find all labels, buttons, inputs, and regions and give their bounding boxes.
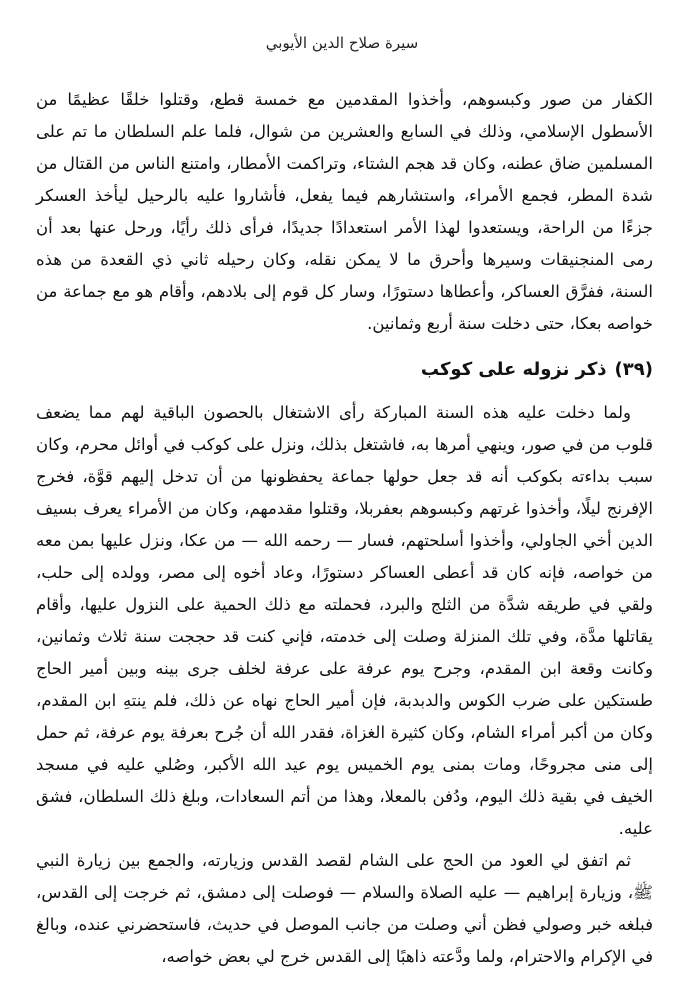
body-text: [36, 84, 653, 973]
paragraph: ثم اتفق لي العود من الحج على الشام لقصد القدس وزيارته، والجمع بين زيارة النبي ﷺ، وزيارة إبراهيم — عليه الصلاة والسلام — فوصلت إلى دمشق، ثم خرجت إلى القدس، فبلغه خبر وصولي فظن أني وصلت من جانب الموصل في حديث، فاستحضرني عنده، وبالغ في الإكرام والاحترام، ولما ودَّعته ذاهبًا إلى القدس خرج لي بعض خواصه،: [36, 851, 653, 966]
running-header: سيرة صلاح الدين الأيوبي: [265, 34, 419, 52]
paragraph: ولما دخلت عليه هذه السنة المباركة رأى الاشتغال بالحصون الباقية لهم مما يضعف قلوب من في صور، وينهي أمرها به، فاشتغل بذلك، ونزل على كوكب في أوائل محرم، وكان سبب بداءته بكوكب أنه قد جعل حولها جماعة يحفظونها من أن تدخل إليهم قوَّة، فخرج الإفرنج ليلًا، وأخذوا غرتهم وكبسوهم بعفربلا، وقتلوا مقدمهم، وكان من الأمراء يعرف بسيف الدين أخي الجاولي، وأخذوا أسلحتهم، فسار — رحمه الله — من عكا، ونزل عليها بمن معه من خواصه، فإنه كان قد أعطى العساكر دستورًا، وعاد أخوه إلى مصر، وولده إلى حلب، ولقي في طريقه شدَّة من الثلج والبرد، فحملته مع ذلك الحمية على النزول عليها، وأقام يقاتلها مدَّة، وفي تلك المنزلة وصلت إلى خدمته، فإني كنت قد حججت سنة ثلاث وثمانين، وكانت وقعة ابن المقدم، وجرح يوم عرفة على عرفة لخلف جرى بينه وبين أمير الحاج طستكين على ضرب الكوس والدبدبة، فإن أمير الحاج نهاه عن ذلك، فلم ينتهِ ابن المقدم، وكان من أكبر أمراء الشام، وكان كثيرة الغزاة، فقدر الله أن جُرح بعرفة يوم عرفة، ثم حمل إلى منى مجروحًا، ومات بمنى يوم الخميس يوم عيد الله الأكبر، وصُلي عليه في مسجد الخيف في بقية ذلك اليوم، ودُفن بالمعلا، وهذا من أتم السعادات، وبلغ ذلك السلطان، فشق عليه.: [36, 403, 653, 838]
section-heading: [36, 355, 653, 385]
paragraph: الكفار من صور وكبسوهم، وأخذوا المقدمين مع خمسة قطع، وقتلوا خلقًا عظيمًا من الأسطول الإسلامي، وذلك في السابع والعشرين من شوال، فلما علم السلطان ما تم على المسلمين ضاق عطنه، وكان قد هجم الشتاء، وتراكمت الأمطار، وامتنع الناس من القتال من شدة المطر، فجمع الأمراء، واستشارهم فيما يفعل، فأشاروا عليه بالرحيل ليأخذ العسكر جزءًا من الراحة، ويستعدوا لهذا الأمر استعدادًا جديدًا، فرأى ذلك رأيًا، ورحل عنها بعد أن رمى المنجنيقات وسيرها وأحرق ما لا يمكن نقله، وكان رحيله ثاني ذي القعدة من هذه السنة، ففرَّق العساكر، وأعطاها دستورًا، وسار كل قوم إلى بلادهم، وأقام هو مع جماعة من خواصه بعكا، حتى دخلت سنة أربع وثمانين.: [36, 90, 653, 333]
section-number: (٣٩): [614, 359, 653, 380]
section-title: ذكر نزوله على كوكب: [420, 359, 607, 380]
